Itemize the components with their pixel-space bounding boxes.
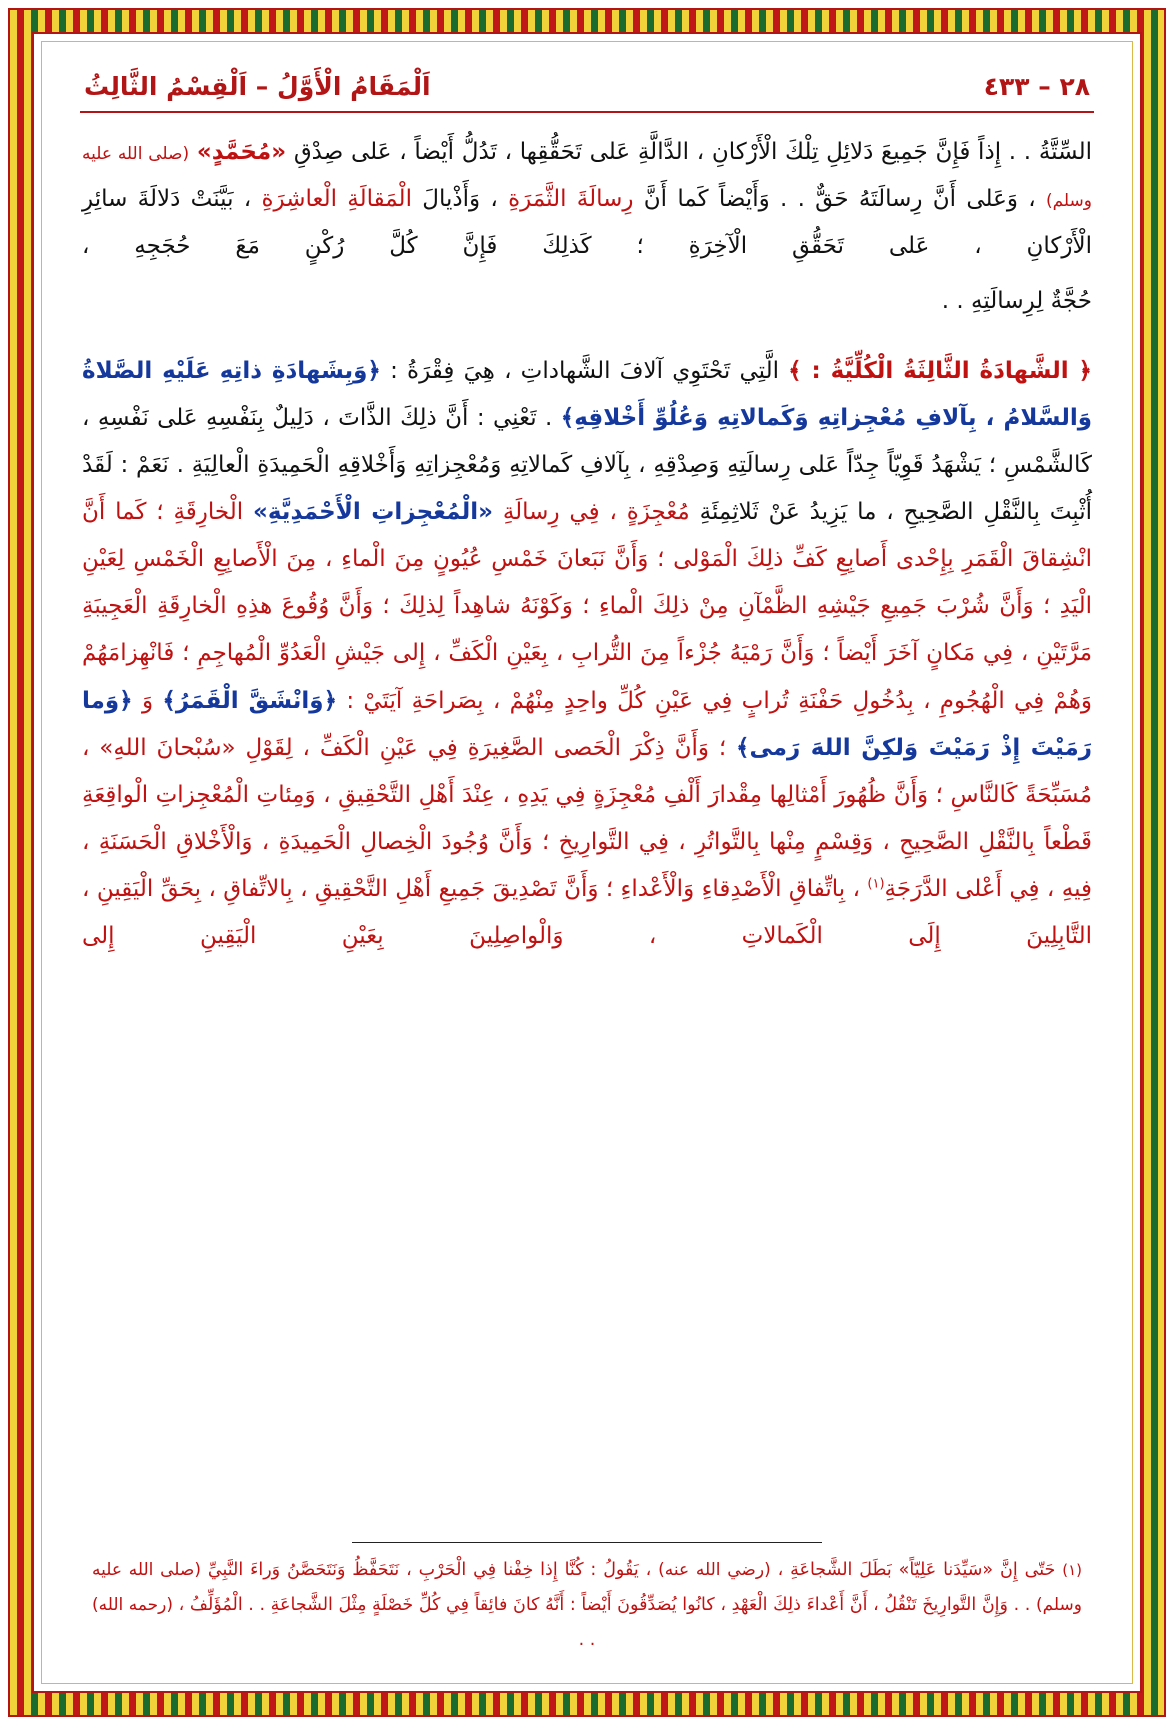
paragraph-one [82,129,1092,270]
p1-maqala: الْمَقالَةِ [347,186,412,213]
page-content [56,58,1118,1668]
p2-quote-open: ﴿وَبِشَهادَةِ ذاتِهِ [219,357,381,384]
paragraph-two [82,348,1092,961]
p2-line2b: . تَعْنِي : أَنَّ ذلِكَ الذَّاتَ ، [322,404,553,431]
p2-quote-body: عَلَيْهِ الصَّلاةُ وَالسَّلامُ ، بِآلافِ مُعْجِزاتِهِ وَكَمالاتِهِ وَعُلُوِّ أَخْلاقِهِ﴾ [82,357,1093,431]
p2-line5a: مُعْجِزَةٍ ، فِي رِسالَةِ [492,498,690,525]
fn-line1b: ، يَقُولُ : كُنَّا إِذا خِفْنا فِي الْحَرْبِ ، نَتَحَفَّظُ وَنَتَحَصَّنُ وَراءَ [250,1560,659,1580]
p2-line6: كَفِّ ذلِكَ الْمَوْلى ؛ وَأَنَّ نَبَعانَ خَمْسِ عُيُونٍ مِنَ الْماءِ ، مِنَ الْأَصابِعِ الْخَمْسِ لِعَيْنِ الْيَدِ ؛ وَأَنَّ [82,546,1093,620]
honorific-symbol-prophet: (صلى الله عليه وسلم) [92,1560,1082,1615]
fn-line3a: خَصْلَةٍ مِثْلَ الشَّجاعَةِ . . الْمُؤَلِّفُ ، [173,1595,414,1615]
page-header [70,66,1104,105]
body-text [70,129,1104,960]
p2-heading: ﴿ الشَّهادَةُ الثَّالِثَةُ الْكُلِّيَّةُ : ﴾ [788,357,1092,384]
footnote-divider [352,1542,822,1543]
footnote-reference[interactable]: (١) [867,876,885,892]
p1-ashira: الْعاشِرَةِ [261,186,337,213]
paragraph-one-tail [82,278,1092,325]
p2-line13: الصَّحِيحِ ، وَقِسْمٍ مِنْها بِالتَّواتُرِ ، فِي التَّوارِيخِ ؛ وَأَنَّ وُجُودَ الْخِصالِ الْحَمِيدَةِ ، وَالْأَخْلاقِ [176,828,970,855]
footnote-section [76,1542,1098,1658]
p2-line7: شُرْبَ جَمِيعِ جَيْشِهِ الظَّمْآنِ مِنْ ذلِكَ الْماءِ ؛ وَكَوْنَهُ شاهِداً لِذلِكَ ؛ وَأَنَّ وُقُوعَ هذِهِ الْخارِقَةِ [156,593,990,620]
p2-line14a: الْحَسَنَةِ ، فِيهِ ، فِي أَعْلى الدَّرَجَةِ [82,828,1093,903]
p2-line10a: بِصَراحَةِ آيَتَيْ : [337,687,484,714]
page-number: ٢٨ – ٤٣٣ [983,72,1090,101]
header-divider [80,111,1094,113]
p1-muhammad: «مُحَمَّدٍ» [196,139,287,165]
p2-ayah-ramayta: ﴿وَما رَمَيْتَ إِذْ رَمَيْتَ وَلكِنَّ اللهَ رَمى﴾ [82,687,1093,761]
p1-line2d: ، وَأَذْيالَ [411,186,498,213]
p2-line8: الْعَجِيبَةِ مَرَّتَيْنِ ، فِي مَكانٍ آخَرَ أَيْضاً ؛ وَأَنَّ رَمْيَهُ جُزْءاً مِنَ التُّرابِ ، بِعَيْنِ الْكَفِّ ، إِلى جَيْشِ [82,593,1093,667]
footnote-marker: (١) [1062,1561,1082,1579]
honorific-symbol: (صلى الله عليه وسلم) [82,144,1092,212]
p1-risalat-thamara: رِسالَةَ الثَّمَرَةِ [508,186,634,213]
paragraph-spacer [82,334,1092,348]
p2-ayah-qamar: ﴿وَانْشَقَّ الْقَمَرُ﴾ [162,687,338,714]
fn-line2a: النَّبِيِّ [201,1560,244,1580]
honorific-symbol-author: (رحمه الله) [92,1595,174,1615]
p2-line11: الْحَصى الصَّغِيرَةِ فِي عَيْنِ الْكَفِّ ، لِقَوْلِ «سُبْحانَ اللهِ» ، مُسَبِّحَةً كَالنَّاسِ ؛ وَأَنَّ ظُهُورَ أَمْثالِها [82,734,1093,808]
fn-line3b: . . [578,1630,596,1650]
p2-line5c: الْخارِقَةِ ؛ كَما أَنَّ انْشِقاقَ الْقَمَرِ بِإِحْدى أَصابِعِ [82,498,1092,573]
footnote-text [76,1553,1098,1658]
p2-line14b: ، بِاتِّفاقِ الْأَصْدِقاءِ وَالْأَعْداءِ ؛ وَأَنَّ تَصْدِيقَ جَمِيعِ أَهْلِ [395,876,868,903]
p2-line1b: الَّتِي تَحْتَوِي آلافَ الشَّهاداتِ ، هِيَ فِقْرَةُ : [380,357,779,384]
page-title: اَلْمَقَامُ الْأَوَّلُ – اَلْقِسْمُ الثَّالِثُ [84,72,431,101]
p1-line4: حُجَّةٌ لِرِسالَتِهِ . . [941,288,1092,315]
p2-line3: دَلِيلٌ بِنَفْسِهِ عَلى نَفْسِهِ ، كَالشَّمْسِ ؛ يَشْهَدُ قَوِيّاً جِدّاً عَلى رِسالَتِهِ وَصِدْقِهِ ، بِآلافِ كَمالاتِهِ [82,404,1092,478]
p2-line9: الْعَدُوِّ الْمُهاجِمِ ؛ فَانْهِزامَهُمْ وَهُمْ فِي الْهُجُومِ ، بِدُخُولِ حَفْنَةِ تُرابٍ فِي عَيْنِ كُلِّ واحِدٍ مِنْهُمْ ، [82,640,1093,714]
p1-line2b: ، وَعَلى أَنَّ رِسالَتَهُ حَقٌّ . . وَأَيْضاً كَما أَنَّ [633,186,1036,213]
p2-line4b: نَعَمْ : لَقَدْ أُثْبِتَ بِالنَّقْلِ الصَّحِيحِ ، ما يَزِيدُ عَنْ ثَلاثِمِئَةِ [82,451,1093,525]
p1-line1: السِّتَّةُ . . إِذاً فَإِنَّ جَمِيعَ دَلائِلِ تِلْكَ الْأَرْكانِ ، الدَّالَّةِ عَلى تَحَقُّقِها ، تَدُلُّ أَيْضاً ، عَلى صِدْقِ [293,139,1093,165]
p2-line10c: وَ [132,687,154,714]
p2-line12: مِقْدارَ أَلْفِ مُعْجِزَةٍ فِي يَدِهِ ، عِنْدَ أَهْلِ التَّحْقِيقِ ، وَمِئاتِ الْمُعْجِزاتِ الْواقِعَةِ قَطْعاً بِالنَّقْلِ [82,781,1093,855]
honorific-symbol-ali: (رضي الله عنه) [658,1560,771,1580]
fn-line2b: . . وَإِنَّ التَّوارِيخَ تَنْقُلُ ، أَنَّ أَعْداءَ ذلِكَ الْعَهْدِ ، كانُوا يُصَدِّقُونَ أَيْضاً : أَنَّهُ كانَ فائِقاً فِي كُلِّ [418,1595,1036,1615]
p2-line10e: ؛ وَأَنَّ ذِكْرَ [630,734,727,761]
p2-mujizat-title: «الْمُعْجِزاتِ الْأَحْمَدِيَّةِ» [253,498,493,525]
fn-line1a: حَتّى إِنَّ «سَيِّدَنا عَلِيّاً» بَطَلَ الشَّجاعَةِ ، [770,1560,1063,1580]
p2-line4a: وَمُعْجِزاتِهِ وَأَخْلاقِهِ الْحَمِيدَةِ الْعالِيَةِ . [168,451,502,478]
p1-line3b: ، بَيَّنَتْ دَلالَةَ سائِرِ الْأَرْكانِ ، عَلى تَحَقُّقِ الْآخِرَةِ ؛ كَذلِكَ فَإِنَّ كُلَّ رُكْنٍ مَعَ حُجَجِهِ ، [82,186,1092,260]
p2-line15: التَّحْقِيقِ ، بِالاتِّفاقِ ، بِحَقِّ الْيَقِينِ ، التَّابِلِينَ إِلَى الْكَمالاتِ ، وَالْواصِلِينَ بِعَيْنِ الْيَقِينِ إِلى [82,876,1092,950]
